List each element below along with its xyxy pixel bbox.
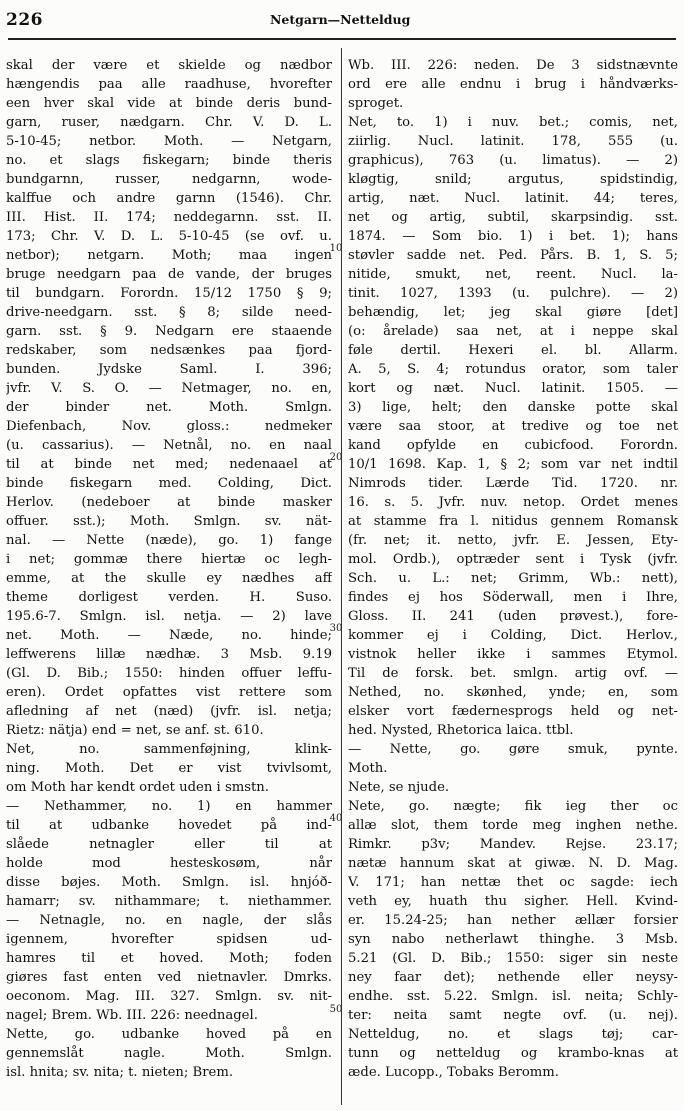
- text-line: til bundgarn. Forordn. 15/12 1750 § 9;: [6, 286, 332, 301]
- text-line: Wb. III. 226: neden. De 3 sidstnævnte: [348, 58, 678, 73]
- text-line: holde mod hesteskosøm, når: [6, 856, 332, 871]
- text-line: Moth.: [348, 761, 388, 776]
- text-line: (Gl. D. Bib.; 1550: hinden offuer leffu-: [6, 666, 332, 681]
- text-line: — Netnagle, no. en nagle, der slås: [6, 913, 332, 928]
- text-line: kalffue och andre garnn (1546). Chr.: [6, 191, 332, 206]
- line-number-marker: 10: [329, 243, 343, 254]
- text-line: hængendis paa alle raadhuse, hvorefter: [6, 77, 332, 92]
- text-line: igennem, hvorefter spidsen ud-: [6, 932, 332, 947]
- text-line: Diefenbach, Nov. gloss.: nedmeker: [6, 419, 332, 434]
- text-line: nagel; Brem. Wb. III. 226: neednagel.: [6, 1008, 258, 1023]
- text-line: redskaber, som nedsænkes paa fjord-: [6, 343, 332, 358]
- text-line: 3) lige, helt; den danske potte skal: [348, 400, 678, 415]
- text-line: kand opfylde en cubicfood. Forordn.: [348, 438, 678, 453]
- text-line: Gloss. II. 241 (uden prøvest.), fore-: [348, 609, 678, 624]
- page-number: 226: [6, 10, 43, 30]
- text-line: Nette, go. udbanke hoved på en: [6, 1027, 332, 1042]
- text-line: hed. Nysted, Rhetorica laica. ttbl.: [348, 723, 574, 738]
- text-line: kløgtig, snild; argutus, spidstindig,: [348, 172, 678, 187]
- text-line: 1874. — Som bio. 1) i bet. 1); hans: [348, 229, 678, 244]
- text-line: Herlov. (nedeboer at binde masker: [6, 495, 332, 510]
- text-line: een hver skal vide at binde deris bund-: [6, 96, 332, 111]
- text-line: støvler sadde net. Ped. Pårs. B. 1, S. 5;: [348, 248, 678, 263]
- text-line: 5.21 (Gl. D. Bib.; 1550: siger sin neste: [348, 951, 678, 966]
- line-number-marker: 30: [329, 623, 343, 634]
- text-line: skal der være et skielde og nædbor: [6, 58, 332, 73]
- text-line: afledning af net (næd) (jvfr. isl. netja;: [6, 704, 332, 719]
- text-line: endhe. sst. 5.22. Smlgn. isl. neita; Schly-: [348, 989, 678, 1004]
- text-line: bruge needgarn paa de vande, der bruges: [6, 267, 332, 282]
- header-rule: [8, 38, 676, 40]
- text-line: (fr. net; it. netto, jvfr. E. Jessen, Ety-: [348, 533, 678, 548]
- right-column: [348, 56, 678, 1082]
- text-line: ney faar det); nethende eller neysy-: [348, 970, 678, 985]
- text-line: A. 5, S. 4; rotundus orator, som taler: [348, 362, 678, 377]
- text-line: Nimrods tider. Lærde Tid. 1720. nr.: [348, 476, 678, 491]
- text-line: Nete, se njude.: [348, 780, 450, 795]
- text-line: ning. Moth. Det er vist tvivlsomt,: [6, 761, 332, 776]
- text-line: tunn og netteldug og krambo-knas at: [348, 1046, 678, 1061]
- text-line: garn. sst. § 9. Nedgarn ere staaende: [6, 324, 332, 339]
- column-divider: [341, 48, 342, 1105]
- text-line: Til de forsk. bet. smlgn. artig ovf. —: [348, 666, 678, 681]
- text-line: 16. s. 5. Jvfr. nuv. netop. Ordet menes: [348, 495, 678, 510]
- text-line: — Nette, go. gøre smuk, pynte.: [348, 742, 678, 757]
- running-title: Netgarn—Netteldug: [270, 12, 411, 27]
- text-line: Nete, go. nægte; fik ieg ther oc: [348, 799, 678, 814]
- text-line: Sch. u. L.: net; Grimm, Wb.: nett),: [348, 571, 678, 586]
- text-line: Net, to. 1) i nuv. bet.; comis, net,: [348, 115, 678, 130]
- text-line: graphicus), 763 (u. limatus). — 2): [348, 153, 678, 168]
- text-line: bunden. Jydske Saml. I. 396;: [6, 362, 332, 377]
- text-line: til at udbanke hovedet på ind-: [6, 818, 332, 833]
- text-line: leffwerens lillæ nædhæ. 3 Msb. 9.19: [6, 647, 332, 662]
- text-line: net. Moth. — Næde, no. hinde;: [6, 628, 332, 643]
- text-line: 195.6-7. Smlgn. isl. netja. — 2) lave: [6, 609, 332, 624]
- text-line: hamres til et hoved. Moth; foden: [6, 951, 332, 966]
- text-line: gennemslåt nagle. Moth. Smlgn.: [6, 1046, 332, 1061]
- text-line: syn nabo netherlawt thinghe. 3 Msb.: [348, 932, 678, 947]
- text-line: (u. cassarius). — Netnål, no. en naal: [6, 438, 332, 453]
- text-line: findes ej hos Söderwall, men i Ihre,: [348, 590, 678, 605]
- text-line: vistnok heller ikke i sammes Etymol.: [348, 647, 678, 662]
- text-line: kommer ej i Colding, Dict. Herlov.,: [348, 628, 678, 643]
- text-line: emme, at the skulle ey nædhes aff: [6, 571, 332, 586]
- text-line: Nethed, no. skønhed, ynde; en, som: [348, 685, 678, 700]
- text-line: ter: neita samt negte ovf. (u. nej).: [348, 1008, 678, 1023]
- text-line: om Moth har kendt ordet uden i smstn.: [6, 780, 269, 795]
- text-line: III. Hist. II. 174; neddegarnn. sst. II.: [6, 210, 332, 225]
- text-line: Rietz: nätja) end = net, se anf. st. 610.: [6, 723, 264, 738]
- text-line: allæ slot, them torde meg inghen nethe.: [348, 818, 678, 833]
- text-line: veth ey, huath thu sigher. Hell. Kvind-: [348, 894, 678, 909]
- text-line: Rimkr. p3v; Mandev. Rejse. 23.17;: [348, 837, 678, 852]
- text-line: sproget.: [348, 96, 404, 111]
- text-line: netbor); netgarn. Moth; maa ingen: [6, 248, 332, 263]
- text-line: 5-10-45; netbor. Moth. — Netgarn,: [6, 134, 332, 149]
- text-line: æde. Lucopp., Tobaks Beromm.: [348, 1065, 559, 1080]
- text-line: 173; Chr. V. D. L. 5-10-45 (se ovf. u.: [6, 229, 332, 244]
- text-line: hamarr; sv. nithammare; t. niethammer.: [6, 894, 332, 909]
- text-line: no. et slags fiskegarn; binde theris: [6, 153, 332, 168]
- text-line: behændig, let; jeg skal giøre [det]: [348, 305, 678, 320]
- text-line: bundgarnn, russer, nedgarnn, wode-: [6, 172, 332, 187]
- text-line: net og artig, subtil, skarpsindig. sst.: [348, 210, 678, 225]
- text-line: at stamme fra l. nitidus gennem Romansk: [348, 514, 678, 529]
- text-line: V. 171; han nettæ thet oc sagde: iech: [348, 875, 678, 890]
- left-column: [6, 56, 332, 1082]
- text-line: ord ere alle endnu i brug i håndværks-: [348, 77, 678, 92]
- text-line: ziirlig. Nucl. latinit. 178, 555 (u.: [348, 134, 678, 149]
- text-line: nitide, smukt, net, reent. Nucl. la-: [348, 267, 678, 282]
- text-line: nætæ hannum skat at giwæ. N. D. Mag.: [348, 856, 678, 871]
- text-line: slåede netnagler eller til at: [6, 837, 332, 852]
- text-line: giøres fast enten ved nietnavler. Dmrks.: [6, 970, 332, 985]
- text-line: drive-needgarn. sst. § 8; silde need-: [6, 305, 332, 320]
- line-number-marker: 20: [329, 452, 343, 463]
- text-line: mol. Ordb.), optræder sent i Tysk (jvfr.: [348, 552, 678, 567]
- text-line: Netteldug, no. et slags tøj; car-: [348, 1027, 678, 1042]
- text-line: oeconom. Mag. III. 327. Smlgn. sv. nit-: [6, 989, 332, 1004]
- text-line: garn, ruser, nædgarn. Chr. V. D. L.: [6, 115, 332, 130]
- text-line: nal. — Nette (næde), go. 1) fange: [6, 533, 332, 548]
- text-line: — Nethammer, no. 1) en hammer: [6, 799, 332, 814]
- line-number-marker: 40: [329, 813, 343, 824]
- text-line: jvfr. V. S. O. — Netmager, no. en,: [6, 381, 332, 396]
- text-line: kort og næt. Nucl. latinit. 1505. —: [348, 381, 678, 396]
- text-line: Net, no. sammenføjning, klink-: [6, 742, 332, 757]
- text-line: elsker vort fædernesprogs held og net-: [348, 704, 678, 719]
- line-number-marker: 50: [329, 1004, 343, 1015]
- text-line: (o: årelade) saa net, at i neppe skal: [348, 324, 678, 339]
- text-line: artig, næt. Nucl. latinit. 44; teres,: [348, 191, 678, 206]
- text-line: er. 15.24-25; han nether ællær forsier: [348, 913, 678, 928]
- text-line: isl. hnita; sv. nita; t. nieten; Brem.: [6, 1065, 234, 1080]
- text-line: offuer. sst.); Moth. Smlgn. sv. nät-: [6, 514, 332, 529]
- text-line: eren). Ordet opfattes vist rettere som: [6, 685, 332, 700]
- text-line: tinit. 1027, 1393 (u. pulchre). — 2): [348, 286, 678, 301]
- text-line: være saa stoor, at tredive og toe net: [348, 419, 678, 434]
- text-line: binde fiskegarn med. Colding, Dict.: [6, 476, 332, 491]
- text-line: til at binde net med; nedenaael at: [6, 457, 332, 472]
- text-line: theme dorligest verden. H. Suso.: [6, 590, 332, 605]
- text-line: i net; gommæ there hiertæ oc legh-: [6, 552, 332, 567]
- text-line: disse bøjes. Moth. Smlgn. isl. hnjóð-: [6, 875, 332, 890]
- text-line: 10/1 1698. Kap. 1, § 2; som var net indtil: [348, 457, 678, 472]
- text-line: der binder net. Moth. Smlgn.: [6, 400, 332, 415]
- text-line: føle dertil. Hexeri el. bl. Allarm.: [348, 343, 678, 358]
